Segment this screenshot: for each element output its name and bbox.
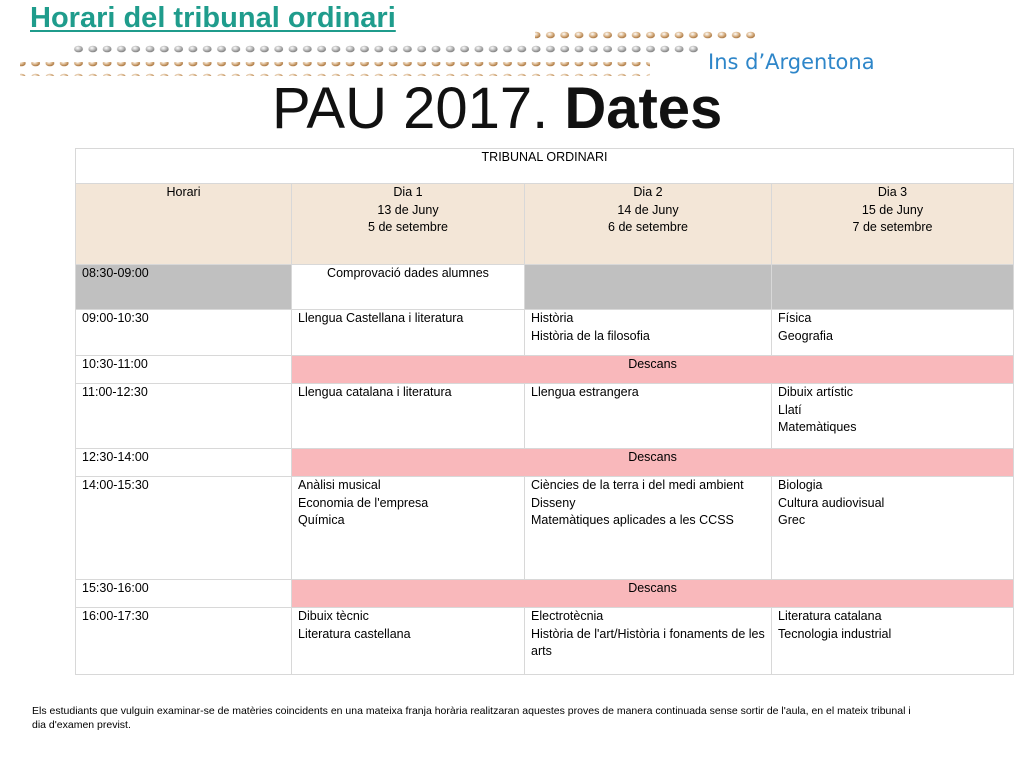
subject: Disseny — [531, 495, 576, 510]
subject-cell — [292, 608, 525, 675]
subject: Història de la filosofia — [531, 328, 650, 343]
subject-cell — [772, 608, 1014, 675]
table-row — [76, 356, 1014, 384]
column-date: 14 de Juny — [617, 202, 679, 217]
subject-cell — [292, 310, 525, 356]
column-label: Dia 2 — [633, 185, 663, 199]
subject: Història de l'art/Història i fonaments de les arts — [531, 626, 765, 658]
column-label: Dia 1 — [393, 185, 423, 199]
time-cell: 11:00-12:30 — [76, 384, 292, 449]
school-name: Ins d’Argentona — [708, 50, 875, 74]
subject: Geografia — [778, 328, 833, 343]
footnote: Els estudiants que vulguin examinar-se de matèries coincidents en una mateixa franja horària realitzaran aquestes proves de manera continuada sense sortir de l'aula, en el mateix tribunal i dia d'examen previst. — [32, 705, 911, 731]
table-caption: TRIBUNAL ORDINARI — [76, 149, 1014, 184]
table-row — [76, 580, 1014, 608]
time-cell: 12:30-14:00 — [76, 449, 292, 477]
subject-cell — [525, 608, 772, 675]
subject-cell — [525, 384, 772, 449]
column-header-dia3 — [772, 184, 1014, 265]
subject: Ciències de la terra i del medi ambient — [531, 478, 744, 492]
column-label: Horari — [166, 185, 201, 199]
subject-cell — [772, 384, 1014, 449]
subject-cell — [525, 310, 772, 356]
table-caption-row — [76, 149, 1014, 184]
page-title — [272, 74, 722, 144]
column-date: 15 de Juny — [861, 202, 924, 217]
subject: Tecnologia industrial — [778, 626, 892, 641]
table-row — [76, 265, 1014, 310]
column-header-dia1 — [292, 184, 525, 265]
subject: Matemàtiques — [778, 420, 857, 434]
subject: Literatura catalana — [778, 609, 882, 623]
time-cell: 14:00-15:30 — [76, 477, 292, 580]
time-cell: 09:00-10:30 — [76, 310, 292, 356]
subject-cell — [525, 477, 772, 580]
subject: Grec — [778, 513, 806, 527]
table-row — [76, 310, 1014, 356]
column-date: 5 de setembre — [368, 220, 448, 234]
subject: Química — [298, 513, 345, 527]
subject-cell — [292, 265, 525, 310]
title-prefix: PAU 2017. — [272, 76, 565, 141]
subject: Dibuix tècnic — [298, 609, 369, 623]
subject: Llatí — [778, 402, 802, 417]
column-header-horari — [76, 184, 292, 265]
time-cell: 16:00-17:30 — [76, 608, 292, 675]
column-header-dia2 — [525, 184, 772, 265]
subject-cell — [772, 477, 1014, 580]
subject: Física — [778, 311, 812, 325]
break-cell: Descans — [292, 580, 1014, 608]
subject: Llengua estrangera — [531, 385, 639, 399]
subject: Història — [531, 311, 574, 325]
subject: Economia de l'empresa — [298, 495, 429, 510]
time-cell: 10:30-11:00 — [76, 356, 292, 384]
column-date: 13 de Juny — [377, 202, 439, 217]
empty-cell — [525, 265, 772, 310]
subject: Comprovació dades alumnes — [327, 266, 489, 280]
subject: Electrotècnia — [531, 609, 604, 623]
break-cell: Descans — [292, 356, 1014, 384]
subject: Llengua catalana i literatura — [298, 385, 452, 399]
table-row — [76, 384, 1014, 449]
schedule-table — [75, 148, 1014, 675]
time-cell: 15:30-16:00 — [76, 580, 292, 608]
subject: Anàlisi musical — [298, 478, 381, 492]
table-row — [76, 477, 1014, 580]
subject-cell — [772, 310, 1014, 356]
column-date: 7 de setembre — [852, 220, 933, 234]
empty-cell — [772, 265, 1014, 310]
subject-cell — [292, 477, 525, 580]
table-header-row — [76, 184, 1014, 265]
subject: Biologia — [778, 478, 823, 492]
subject: Literatura castellana — [298, 626, 411, 641]
subject-cell — [292, 384, 525, 449]
break-cell: Descans — [292, 449, 1014, 477]
column-label: Dia 3 — [877, 185, 908, 199]
title-bold: Dates — [564, 76, 723, 141]
table-row — [76, 449, 1014, 477]
title-link[interactable]: Horari del tribunal ordinari — [30, 2, 396, 34]
subject: Dibuix artístic — [778, 385, 854, 399]
time-cell: 08:30-09:00 — [76, 265, 292, 310]
subject: Cultura audiovisual — [778, 495, 885, 510]
subject: Matemàtiques aplicades a les CCSS — [531, 513, 734, 527]
column-date: 6 de setembre — [608, 220, 688, 234]
subject: Llengua Castellana i literatura — [298, 311, 464, 325]
table-row — [76, 608, 1014, 675]
